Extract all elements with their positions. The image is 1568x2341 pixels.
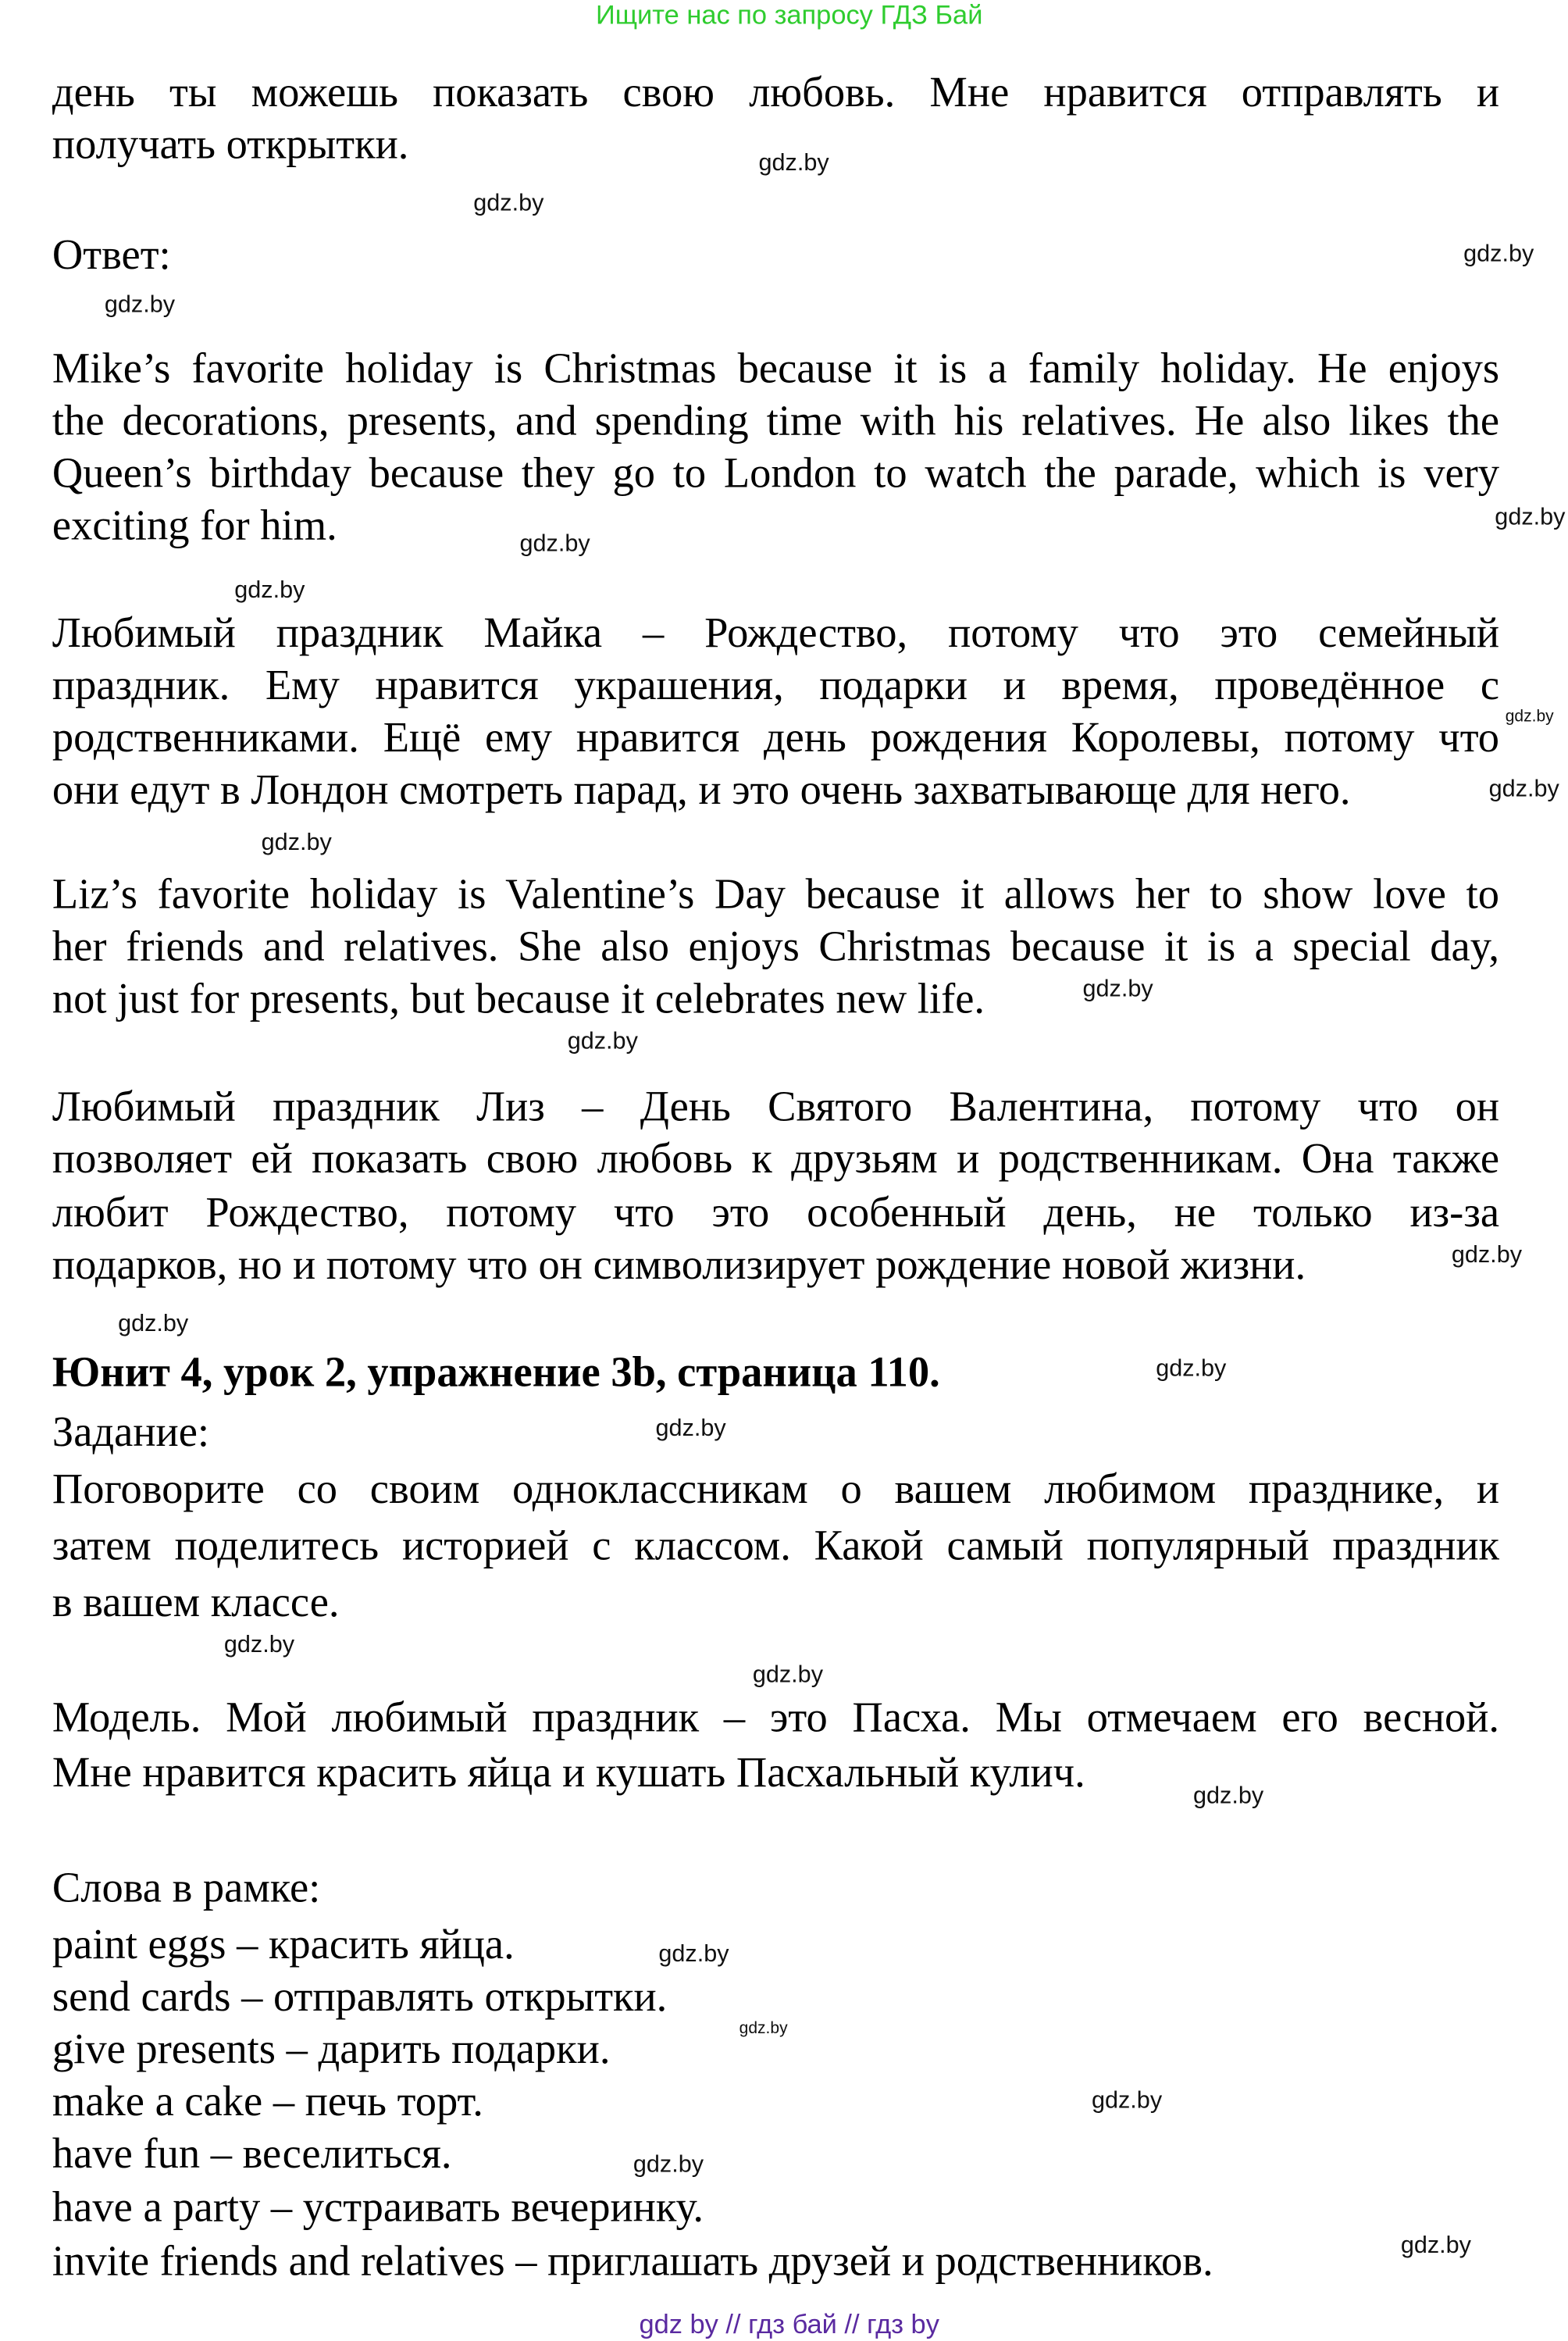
watermark: gdz.by [1488, 776, 1559, 802]
text-line: в вашем классе. [52, 1580, 340, 1627]
word-item: have fun – веселиться. [52, 2131, 452, 2179]
text-line: затем поделитесь историей с классом. Какой самый популярный праздник [52, 1523, 1500, 1570]
watermark: gdz.by [234, 578, 305, 604]
text-line: exciting for him. [52, 503, 337, 550]
word-item: invite friends and relatives – приглашать друзей и родственников. [52, 2239, 1213, 2286]
text-line: они едут в Лондон смотреть парад, и это очень захватывающе для него. [52, 767, 1351, 815]
watermark: gdz.by [118, 1311, 189, 1337]
word-item: have a party – устраивать вечеринку. [52, 2185, 704, 2232]
word-item: send cards – отправлять открытки. [52, 1975, 668, 2022]
text-line: любит Рождество, потому что это особенный день, не только из-за [52, 1190, 1500, 1237]
text-line: Поговорите со своим одноклассникам о вашем любимом празднике, и [52, 1466, 1500, 1514]
watermark: gdz.by [655, 1415, 726, 1442]
text-line: подарков, но и потому что он символизирует рождение новой жизни. [52, 1243, 1306, 1290]
text-line: получать открытки. [52, 122, 409, 170]
watermark: gdz.by [1082, 976, 1153, 1003]
task-label: Задание: [52, 1410, 210, 1457]
watermark: gdz.by [261, 830, 332, 856]
text-line: Liz’s favorite holiday is Valentine’s Day because it allows her to show love to [52, 872, 1500, 919]
watermark: gdz.by [567, 1029, 638, 1055]
watermark: gdz.by [1451, 1243, 1523, 1269]
watermark: gdz.by [1400, 2233, 1471, 2259]
word-item: make a cake – печь торт. [52, 2079, 483, 2126]
watermark: gdz.by [1156, 1356, 1227, 1382]
watermark: gdz.by [739, 2019, 788, 2038]
exercise-heading: Юнит 4, урок 2, упражнение 3b, страница 110. [52, 1350, 940, 1397]
watermark: gdz.by [473, 191, 544, 217]
text-line: родственниками. Ещё ему нравится день рождения Королевы, потому что [52, 716, 1500, 762]
watermark: gdz.by [752, 1662, 824, 1689]
text-line: the decorations, presents, and spending time with his relatives. He also likes the [52, 398, 1500, 445]
footer-links[interactable]: gdz by // гдз бай // гдз by [639, 2309, 939, 2339]
word-item: paint eggs – красить яйца. [52, 1922, 515, 1969]
watermark: gdz.by [658, 1942, 729, 1968]
watermark: gdz.by [1463, 241, 1534, 268]
watermark: gdz.by [223, 1633, 295, 1658]
search-banner[interactable]: Ищите нас по запросу ГДЗ Бай [595, 0, 983, 30]
answer-label: Ответ: [52, 233, 171, 280]
text-line: позволяет ей показать свою любовь к друзьям и родственникам. Она также [52, 1137, 1500, 1183]
word-item: give presents – дарить подарки. [52, 2027, 611, 2074]
watermark: gdz.by [104, 292, 176, 319]
words-label: Слова в рамке: [52, 1865, 321, 1912]
text-line: Mike’s favorite holiday is Christmas because it is a family holiday. He enjoys [52, 346, 1500, 393]
text-line: Модель. Мой любимый праздник – это Пасха. Мы отмечаем его весной. [52, 1695, 1500, 1742]
text-line: her friends and relatives. She also enjoys Christmas because it is a special day, [52, 924, 1500, 972]
text-line: Любимый праздник Майка – Рождество, потому что это семейный [52, 611, 1500, 658]
watermark: gdz.by [1193, 1783, 1264, 1809]
text-line: Любимый праздник Лиз – День Святого Валентина, потому что он [52, 1084, 1500, 1131]
text-line: день ты можешь показать свою любовь. Мне нравится отправлять и [52, 70, 1500, 117]
text-line: Queen’s birthday because they go to London to watch the parade, which is very [52, 451, 1500, 498]
watermark: gdz.by [633, 2152, 704, 2179]
text-line: Мне нравится красить яйца и кушать Пасхальный кулич. [52, 1750, 1085, 1797]
watermark: gdz.by [1091, 2088, 1163, 2114]
watermark: gdz.by [519, 531, 590, 558]
text-line: праздник. Ему нравится украшения, подарки и время, проведённое с [52, 663, 1500, 710]
watermark: gdz.by [1505, 708, 1554, 726]
watermark: gdz.by [1495, 505, 1566, 530]
watermark: gdz.by [758, 151, 829, 177]
text-line: not just for presents, but because it celebrates new life. [52, 976, 985, 1023]
